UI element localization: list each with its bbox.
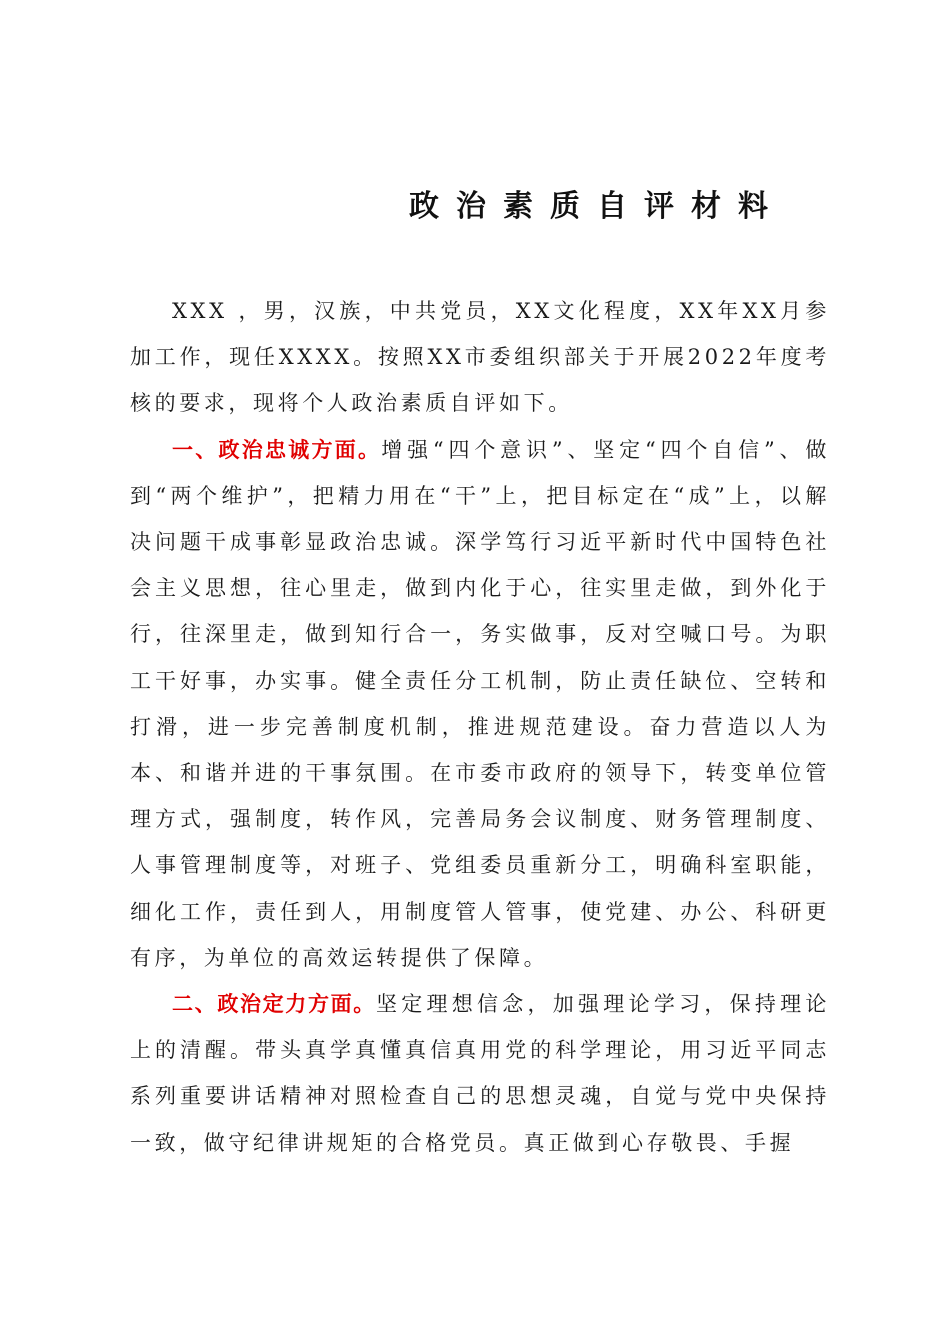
paragraph-intro <box>130 288 830 427</box>
paragraph-text: 坚定理想信念，加强理论学习，保持理论上的清醒。带头真学真懂真信真用党的科学理论，用习近平同志系列重要讲话精神对照检查自己的思想灵魂，自觉与党中央保持一致，做守纪律讲规矩的合格党员。真正做到心存敬畏、手握 <box>130 992 830 1155</box>
paragraph-heading: 二、政治定力方面。 <box>172 992 376 1017</box>
paragraph-political-resolve <box>130 981 830 1166</box>
paragraph-text: 增强“四个意识”、坚定“四个自信”、做到“两个维护”，把精力用在“干”上，把目标定在“成”上，以解决问题干成事彰显政治忠诚。深学笃行习近平新时代中国特色社会主义思想，往心里走，做到内化于心，往实里走做，到外化于行，往深里走，做到知行合一，务实做事，反对空喊口号。为职工干好事，办实事。健全责任分工机制，防止责任缺位、空转和打滑，进一步完善制度机制，推进规范建设。奋力营造以人为本、和谐并进的干事氛围。在市委市政府的领导下，转变单位管理方式，强制度，转作风，完善局务会议制度、财务管理制度、人事管理制度等，对班子、党组委员重新分工，明确科室职能，细化工作，责任到人，用制度管人管事，使党建、办公、科研更有序，为单位的高效运转提供了保障。 <box>130 437 830 970</box>
document-title: 政治素质自评材料 <box>409 189 785 224</box>
document-body <box>130 288 830 1166</box>
paragraph-heading: 一、政治忠诚方面。 <box>172 437 382 462</box>
paragraph-text: XXX ，男，汉族，中共党员，XX文化程度，XX年XX月参加工作，现任XXXX。按照XX市委组织部关于开展2022年度考核的要求，现将个人政治素质自评如下。 <box>130 299 830 416</box>
paragraph-political-loyalty <box>130 427 830 981</box>
